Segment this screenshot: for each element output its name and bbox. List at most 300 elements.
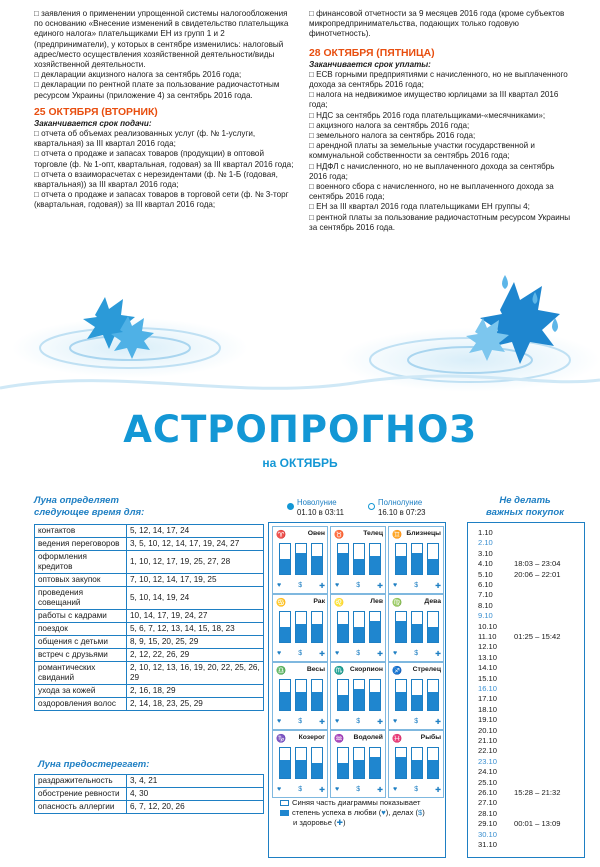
zodiac-bar <box>427 747 439 779</box>
moon-value: 10, 14, 17, 19, 24, 27 <box>127 610 264 623</box>
zodiac-icons <box>335 786 383 794</box>
money-bag-icon: $ <box>298 718 303 725</box>
health-icon: ✚ <box>319 787 325 794</box>
zodiac-cell-1 <box>330 526 386 594</box>
zodiac-bar <box>279 611 291 643</box>
zodiac-bar-fill <box>338 624 348 642</box>
health-icon: ✚ <box>377 719 383 726</box>
zodiac-icons <box>393 650 441 658</box>
date-time: 20:06 – 22:01 <box>514 569 561 579</box>
heart-icon: ♥ <box>335 718 340 725</box>
date-day: 13.10 <box>478 652 498 662</box>
zodiac-bar <box>295 611 307 643</box>
zodiac-bar <box>311 611 323 643</box>
warn-table <box>34 774 264 814</box>
zodiac-bar-fill <box>296 624 306 642</box>
zodiac-sign-icon: ♑ <box>276 734 286 743</box>
zodiac-cell-10 <box>330 730 386 798</box>
zodiac-bar-fill <box>354 760 364 778</box>
zodiac-bar-fill <box>280 627 290 642</box>
oct28-item-4: □ земельного налога за сентябрь 2016 года; <box>309 131 571 141</box>
date-row <box>478 767 497 776</box>
warn-value: 4, 30 <box>127 788 264 801</box>
moon-value: 3, 5, 10, 12, 14, 17, 19, 24, 27 <box>127 538 264 551</box>
date-day: 26.10 <box>478 788 498 797</box>
zodiac-bars <box>279 747 323 779</box>
full-moon-label: Полнолуние <box>378 498 423 507</box>
date-row <box>478 528 493 537</box>
heart-icon: ♥ <box>335 582 340 589</box>
date-row <box>478 757 497 766</box>
zodiac-bar <box>353 543 365 575</box>
date-day: 2.10 <box>478 538 493 548</box>
zodiac-bar-fill <box>396 556 406 574</box>
moon-value: 2, 10, 12, 13, 16, 19, 20, 22, 25, 26, 29 <box>127 662 264 685</box>
zodiac-bar-fill <box>370 621 380 642</box>
moon-row <box>35 574 264 587</box>
zodiac-icons <box>393 786 441 794</box>
warn-label: раздражительность <box>35 775 127 788</box>
date-row <box>478 778 497 787</box>
moon-row <box>35 587 264 610</box>
zodiac-bars <box>279 611 323 643</box>
date-day: 10.10 <box>478 621 498 631</box>
zodiac-bars <box>395 543 439 575</box>
money-bag-icon: $ <box>414 582 419 589</box>
moon-row <box>35 698 264 711</box>
zodiac-bar-fill <box>428 760 438 778</box>
zodiac-bar-fill <box>296 692 306 710</box>
zodiac-bar <box>337 747 349 779</box>
date-day: 12.10 <box>478 642 498 652</box>
money-bag-icon: $ <box>298 582 303 589</box>
legend-line1 <box>280 798 442 808</box>
moon-row <box>35 538 264 551</box>
zodiac-bar-fill <box>412 624 422 642</box>
legend-text-3: и здоровье ( <box>293 818 337 827</box>
oct28-item-6: □ НДФЛ с начисленного, но не выплаченного дохода за сентябрь 2016 года; <box>309 162 571 182</box>
health-icon: ✚ <box>319 651 325 658</box>
money-bag-icon: $ <box>298 786 303 793</box>
left-items <box>34 9 296 101</box>
zodiac-name: Лев <box>370 598 383 605</box>
zodiac-bars <box>337 543 381 575</box>
page-title: АСТРОПРОГНОЗ <box>123 408 477 451</box>
oct25-item-1: □ отчета о продаже и запасах товаров (продукции) в оптовой торговле (ф. № 1-опт, квартальная, годовая) за III квартал 2016 года; <box>34 149 296 169</box>
right-items <box>309 9 571 40</box>
zodiac-bar-fill <box>338 695 348 710</box>
warn-row <box>35 788 264 801</box>
date-row <box>478 746 497 755</box>
health-icon: ✚ <box>377 651 383 658</box>
zodiac-bars <box>395 679 439 711</box>
zodiac-bar-fill <box>312 763 322 778</box>
zodiac-bar-fill <box>338 553 348 574</box>
heart-icon: ♥ <box>381 808 386 817</box>
zodiac-cell-7 <box>330 662 386 730</box>
moon-row <box>35 662 264 685</box>
oct28-item-2: □ НДС за сентябрь 2016 года плательщиками-«месячниками»; <box>309 111 571 121</box>
date-day: 1.10 <box>478 528 493 537</box>
moon-label: романтических свиданий <box>35 662 127 685</box>
zodiac-bar <box>279 747 291 779</box>
water-drop-1 <box>502 275 508 289</box>
zodiac-bar <box>427 611 439 643</box>
zodiac-bar-fill <box>412 760 422 778</box>
date-day: 8.10 <box>478 600 493 610</box>
zodiac-name: Телец <box>363 530 383 537</box>
full-moon-info <box>378 498 426 517</box>
moon-row <box>35 649 264 662</box>
zodiac-name: Овен <box>307 530 325 537</box>
zodiac-icons <box>335 582 383 590</box>
heart-icon: ♥ <box>335 786 340 793</box>
zodiac-bar <box>411 679 423 711</box>
health-icon: ✚ <box>319 583 325 590</box>
zodiac-bar <box>353 679 365 711</box>
new-moon-info <box>297 498 344 517</box>
date-day: 6.10 <box>478 580 493 589</box>
oct25-item-0: □ отчета об объемах реализованных услуг (ф. № 1-услуги, квартальная) за III квартал 2016 года; <box>34 129 296 149</box>
date-row <box>478 611 493 620</box>
moon-row <box>35 551 264 574</box>
zodiac-name: Водолей <box>353 734 383 741</box>
zodiac-sign-icon: ♊ <box>392 530 402 539</box>
zodiac-bar-fill <box>370 757 380 778</box>
date-day: 28.10 <box>478 808 498 818</box>
zodiac-sign-icon: ♐ <box>392 666 402 675</box>
zodiac-bar-fill <box>428 559 438 574</box>
dont-buy-heading <box>462 495 588 519</box>
moon-label: оздоровления волос <box>35 698 127 711</box>
zodiac-bar-fill <box>312 692 322 710</box>
heart-icon: ♥ <box>393 718 398 725</box>
zodiac-bar <box>311 747 323 779</box>
date-day: 18.10 <box>478 704 498 714</box>
oct28-item-5: □ арендной платы за земельные участки государственной и коммунальной собственности за сентябрь 2016 года; <box>309 141 571 161</box>
date-day: 15.10 <box>478 673 498 683</box>
zodiac-bar-fill <box>280 559 290 574</box>
zodiac-bar <box>337 679 349 711</box>
zodiac-bar <box>395 679 407 711</box>
zodiac-bar-fill <box>354 559 364 574</box>
date-time: 01:25 – 15:42 <box>514 632 561 641</box>
warn-value: 6, 7, 12, 20, 26 <box>127 801 264 814</box>
date-day: 3.10 <box>478 548 493 558</box>
moon-row <box>35 525 264 538</box>
moon-value: 5, 10, 14, 19, 24 <box>127 587 264 610</box>
zodiac-sign-icon: ♓ <box>392 734 402 743</box>
heart-icon: ♥ <box>277 718 282 725</box>
moon-label: встреч с друзьями <box>35 649 127 662</box>
moon-table <box>34 524 264 711</box>
heart-icon: ♥ <box>393 786 398 793</box>
money-bag-icon: $ <box>356 582 361 589</box>
zodiac-name: Весы <box>306 666 325 673</box>
zodiac-bar-fill <box>412 695 422 710</box>
date-time: 18:03 – 23:04 <box>514 559 561 569</box>
date-day: 9.10 <box>478 611 493 621</box>
zodiac-icons <box>277 582 325 590</box>
date-row <box>478 590 493 599</box>
date-row <box>478 705 497 714</box>
date-row <box>478 559 561 569</box>
date-day: 21.10 <box>478 736 498 745</box>
right-text-column <box>309 9 571 233</box>
page-subtitle: на ОКТЯБРЬ <box>262 456 338 470</box>
heart-icon: ♥ <box>277 650 282 657</box>
zodiac-sign-icon: ♍ <box>392 598 402 607</box>
warn-heading: Луна предостерегает: <box>38 759 150 770</box>
legend-text-2b: ), делах ( <box>385 808 419 817</box>
zodiac-name: Рак <box>313 598 325 605</box>
date-row <box>478 726 497 735</box>
moon-value: 1, 10, 12, 17, 19, 25, 27, 28 <box>127 551 264 574</box>
zodiac-bar <box>353 611 365 643</box>
warn-value: 3, 4, 21 <box>127 775 264 788</box>
zodiac-bar <box>369 747 381 779</box>
heart-icon: ♥ <box>277 582 282 589</box>
zodiac-cell-2 <box>388 526 444 594</box>
warn-label: обострение ревности <box>35 788 127 801</box>
legend-filled-swatch <box>280 810 289 816</box>
new-moon-label: Новолуние <box>297 498 337 507</box>
date-row <box>478 601 493 610</box>
money-bag-icon: $ <box>356 786 361 793</box>
zodiac-bar-fill <box>296 553 306 574</box>
zodiac-bar-fill <box>396 692 406 710</box>
moon-label: проведения совещаний <box>35 587 127 610</box>
zodiac-icons <box>277 650 325 658</box>
zodiac-icons <box>277 718 325 726</box>
date-row <box>478 580 493 589</box>
date-day: 24.10 <box>478 767 498 777</box>
date-row <box>478 642 497 651</box>
zodiac-bar <box>311 679 323 711</box>
zodiac-bar <box>369 543 381 575</box>
moon-label: поездок <box>35 623 127 636</box>
zodiac-bar-fill <box>412 553 422 574</box>
new-moon-icon <box>287 503 294 510</box>
zodiac-bar <box>369 679 381 711</box>
date-day: 27.10 <box>478 798 498 808</box>
health-icon: ✚ <box>319 719 325 726</box>
legend-text-2c: ) <box>422 808 425 817</box>
dont-buy-line2: важных покупок <box>486 507 564 518</box>
zodiac-bars <box>337 679 381 711</box>
heart-icon: ♥ <box>277 786 282 793</box>
health-icon: ✚ <box>435 719 441 726</box>
oct28-item-7: □ военного сбора с начисленного, но не выплаченного дохода за сентябрь 2016 года; <box>309 182 571 202</box>
date-day: 5.10 <box>478 569 493 579</box>
date-day: 7.10 <box>478 590 493 600</box>
zodiac-legend <box>280 798 442 828</box>
date-row <box>478 632 561 641</box>
legend-empty-swatch <box>280 800 289 806</box>
warn-row <box>35 775 264 788</box>
date-day: 11.10 <box>478 632 497 641</box>
date-row <box>478 840 497 849</box>
health-icon: ✚ <box>336 818 343 827</box>
zodiac-cell-6 <box>272 662 328 730</box>
zodiac-icons <box>393 582 441 590</box>
zodiac-cell-11 <box>388 730 444 798</box>
left-item-2: □ декларации по рентной плате за пользование радиочастотным ресурсом Украины (приложение 4) за сентябрь 2016 года. <box>34 80 296 100</box>
zodiac-name: Рыбы <box>420 734 441 741</box>
date-day: 30.10 <box>478 829 498 839</box>
moon-label: ведения переговоров <box>35 538 127 551</box>
left-text-column <box>34 9 296 211</box>
health-icon: ✚ <box>435 787 441 794</box>
moon-row <box>35 685 264 698</box>
oct28-items <box>309 70 571 233</box>
date-time: 15:28 – 21:32 <box>514 788 561 797</box>
zodiac-bar-fill <box>338 763 348 778</box>
zodiac-sign-icon: ♎ <box>276 666 286 675</box>
zodiac-name: Стрелец <box>412 666 441 673</box>
full-moon-date: 16.10 в 07:23 <box>378 507 426 517</box>
zodiac-bar <box>353 747 365 779</box>
moon-label: работы с кадрами <box>35 610 127 623</box>
zodiac-name: Дева <box>424 598 441 605</box>
zodiac-sign-icon: ♌ <box>334 598 344 607</box>
oct28-title: 28 ОКТЯБРЯ (ПЯТНИЦА) <box>309 47 435 59</box>
money-bag-icon: $ <box>356 650 361 657</box>
date-row <box>478 694 497 703</box>
zodiac-bars <box>337 611 381 643</box>
oct25-title: 25 ОКТЯБРЯ (ВТОРНИК) <box>34 106 158 118</box>
date-day: 20.10 <box>478 725 498 735</box>
date-day: 23.10 <box>478 756 498 766</box>
zodiac-sign-icon: ♋ <box>276 598 286 607</box>
moon-heading-line1: Луна определяет <box>34 495 119 506</box>
health-icon: ✚ <box>377 583 383 590</box>
heart-icon: ♥ <box>393 582 398 589</box>
new-moon-date: 01.10 в 03:11 <box>297 507 344 517</box>
date-day: 14.10 <box>478 663 498 673</box>
moon-label: контактов <box>35 525 127 538</box>
warn-row <box>35 801 264 814</box>
date-day: 29.10 <box>478 819 498 829</box>
zodiac-bar <box>337 543 349 575</box>
moon-value: 2, 16, 18, 29 <box>127 685 264 698</box>
zodiac-cell-3 <box>272 594 328 662</box>
date-row <box>478 736 497 745</box>
health-icon: ✚ <box>435 651 441 658</box>
zodiac-cell-0 <box>272 526 328 594</box>
moon-label: оптовых закупок <box>35 574 127 587</box>
legend-text-3b: ) <box>343 818 346 827</box>
zodiac-bar-fill <box>296 760 306 778</box>
date-row <box>478 819 561 829</box>
money-bag-icon: $ <box>414 786 419 793</box>
zodiac-bar <box>411 543 423 575</box>
date-row <box>478 715 497 724</box>
zodiac-bar-fill <box>280 692 290 710</box>
date-row <box>478 622 497 631</box>
zodiac-bar <box>295 543 307 575</box>
date-day: 22.10 <box>478 746 498 756</box>
moon-value: 8, 9, 15, 20, 25, 29 <box>127 636 264 649</box>
zodiac-bar-fill <box>370 692 380 710</box>
date-day: 19.10 <box>478 715 498 725</box>
zodiac-sign-icon: ♏ <box>334 666 344 675</box>
zodiac-bar-fill <box>428 627 438 642</box>
oct28-item-8: □ ЕН за III квартал 2016 года плательщиками ЕН группы 4; <box>309 202 571 212</box>
date-day: 4.10 <box>478 559 493 569</box>
date-row <box>478 538 493 547</box>
zodiac-icons <box>393 718 441 726</box>
zodiac-bar-fill <box>370 556 380 574</box>
zodiac-bar-fill <box>396 621 406 642</box>
legend-text-2: степень успеха в любви ( <box>292 808 382 817</box>
date-row <box>478 674 497 683</box>
money-bag-icon: $ <box>414 718 419 725</box>
zodiac-bar-fill <box>312 624 322 642</box>
heart-icon: ♥ <box>335 650 340 657</box>
moon-value: 5, 12, 14, 17, 24 <box>127 525 264 538</box>
money-bag-icon: $ <box>418 808 423 817</box>
moon-row <box>35 623 264 636</box>
zodiac-bar <box>395 747 407 779</box>
money-bag-icon: $ <box>298 650 303 657</box>
zodiac-name: Скорпион <box>349 666 383 673</box>
date-day: 25.10 <box>478 777 498 787</box>
zodiac-bar-fill <box>428 692 438 710</box>
oct25-item-3: □ отчета о продаже и запасах товаров в торговой сети (ф. № 3-торг (квартальная, годовая)) за III квартал 2016 года; <box>34 190 296 210</box>
zodiac-icons <box>335 718 383 726</box>
zodiac-bar-fill <box>312 556 322 574</box>
dates-box <box>467 522 585 858</box>
oct28-item-0: □ ЕСВ горными предприятиями с начисленного, но не выплаченного дохода за сентябрь 2016 года; <box>309 70 571 90</box>
zodiac-name: Близнецы <box>406 530 441 537</box>
zodiac-cell-9 <box>272 730 328 798</box>
zodiac-name: Козерог <box>298 734 325 741</box>
zodiac-cell-8 <box>388 662 444 730</box>
date-time: 00:01 – 13:09 <box>514 819 561 829</box>
zodiac-bar-fill <box>280 760 290 778</box>
zodiac-bar <box>411 611 423 643</box>
right-item-0: □ финансовой отчетности за 9 месяцев 2016 года (кроме субъектов микропредпринимательства, подающих только годовую финотчетность). <box>309 9 571 40</box>
date-row <box>478 549 493 558</box>
zodiac-icons <box>335 650 383 658</box>
moon-row <box>35 610 264 623</box>
moon-value: 2, 12, 22, 26, 29 <box>127 649 264 662</box>
money-bag-icon: $ <box>356 718 361 725</box>
oct28-item-9: □ рентной платы за пользование радиочастотным ресурсом Украины за сентябрь 2016 года. <box>309 213 571 233</box>
date-row <box>478 830 497 839</box>
moon-value: 5, 6, 7, 12, 13, 14, 15, 18, 23 <box>127 623 264 636</box>
oct28-item-3: □ акцизного налога за сентябрь 2016 года; <box>309 121 571 131</box>
oct28-subtitle: Заканчивается срок уплаты: <box>309 59 431 69</box>
zodiac-bars <box>279 543 323 575</box>
left-item-1: □ декларации акцизного налога за сентябрь 2016 года; <box>34 70 296 80</box>
zodiac-bar <box>369 611 381 643</box>
date-row <box>478 663 497 672</box>
zodiac-bar-fill <box>396 757 406 778</box>
zodiac-bar <box>427 543 439 575</box>
health-icon: ✚ <box>377 787 383 794</box>
date-day: 16.10 <box>478 684 498 693</box>
zodiac-bar <box>395 611 407 643</box>
oct25-subtitle: Заканчивается срок подачи: <box>34 118 152 128</box>
zodiac-bar <box>295 747 307 779</box>
date-day: 17.10 <box>478 694 498 704</box>
health-icon: ✚ <box>435 583 441 590</box>
date-row <box>478 798 497 807</box>
date-row <box>478 653 497 662</box>
zodiac-bar <box>411 747 423 779</box>
